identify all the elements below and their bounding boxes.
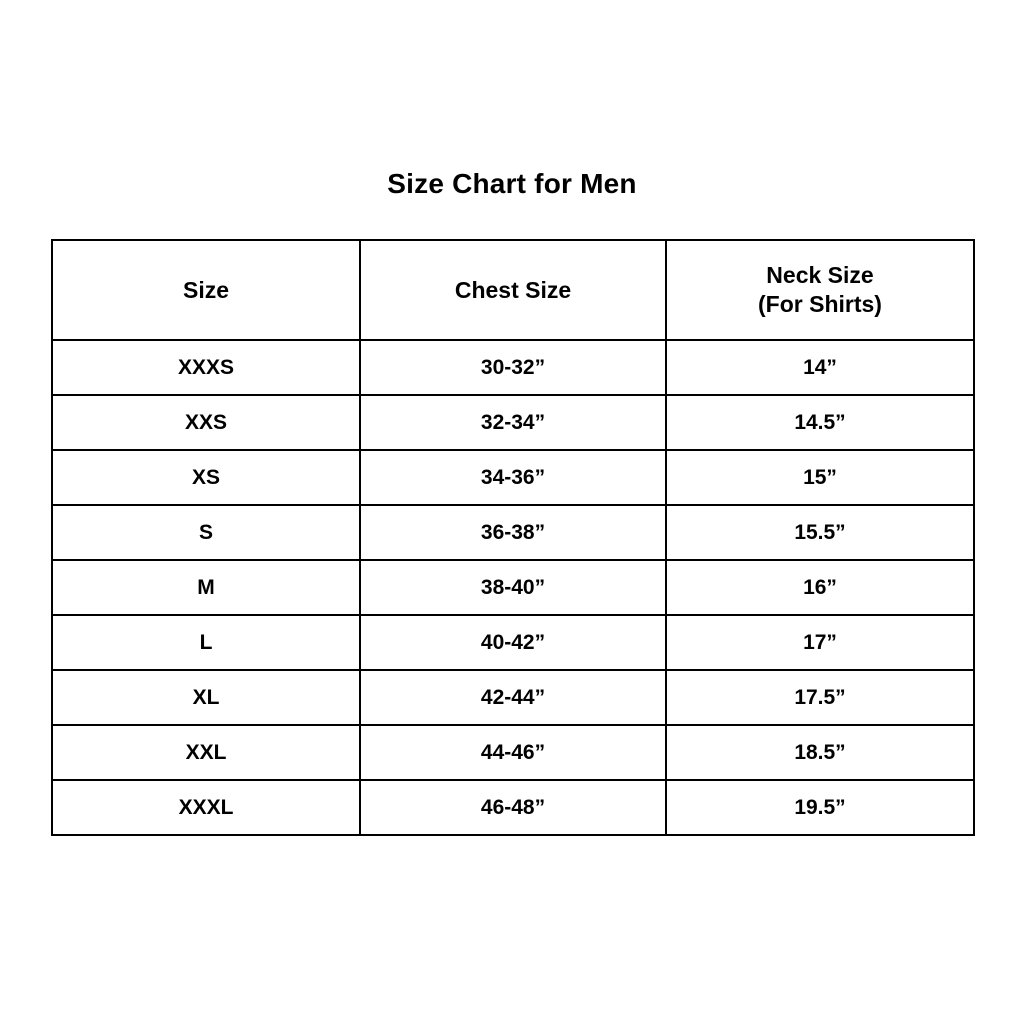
table-header-row <box>52 240 974 340</box>
cell-size: XL <box>52 670 360 725</box>
cell-chest: 46-48” <box>360 780 666 835</box>
cell-neck: 16” <box>666 560 974 615</box>
cell-neck: 14.5” <box>666 395 974 450</box>
cell-size: XXXL <box>52 780 360 835</box>
page-title: Size Chart for Men <box>387 168 637 199</box>
cell-chest: 32-34” <box>360 395 666 450</box>
table-row <box>52 505 974 560</box>
cell-chest: 44-46” <box>360 725 666 780</box>
column-header-neck <box>666 240 974 340</box>
table-row <box>52 450 974 505</box>
cell-neck: 18.5” <box>666 725 974 780</box>
column-header-neck-sublabel: (For Shirts) <box>758 291 882 317</box>
table-row <box>52 670 974 725</box>
size-chart-table <box>51 239 975 836</box>
cell-neck: 19.5” <box>666 780 974 835</box>
cell-size: XXXS <box>52 340 360 395</box>
cell-neck: 15.5” <box>666 505 974 560</box>
cell-neck: 17” <box>666 615 974 670</box>
table-row <box>52 615 974 670</box>
cell-neck: 15” <box>666 450 974 505</box>
cell-chest: 34-36” <box>360 450 666 505</box>
column-header-size-label: Size <box>182 276 230 303</box>
column-header-neck-label: Neck Size <box>766 262 874 289</box>
table-row <box>52 725 974 780</box>
cell-size: XXS <box>52 395 360 450</box>
cell-chest: 40-42” <box>360 615 666 670</box>
table-row <box>52 395 974 450</box>
cell-size: XS <box>52 450 360 505</box>
cell-chest: 30-32” <box>360 340 666 395</box>
cell-chest: 42-44” <box>360 670 666 725</box>
cell-size: L <box>52 615 360 670</box>
cell-chest: 36-38” <box>360 505 666 560</box>
column-header-chest <box>360 240 666 340</box>
cell-chest: 38-40” <box>360 560 666 615</box>
table-row <box>52 780 974 835</box>
table-row <box>52 560 974 615</box>
column-header-chest-label: Chest Size <box>454 276 572 303</box>
column-header-size <box>52 240 360 340</box>
cell-size: M <box>52 560 360 615</box>
cell-neck: 17.5” <box>666 670 974 725</box>
table-row <box>52 340 974 395</box>
cell-neck: 14” <box>666 340 974 395</box>
cell-size: XXL <box>52 725 360 780</box>
cell-size: S <box>52 505 360 560</box>
